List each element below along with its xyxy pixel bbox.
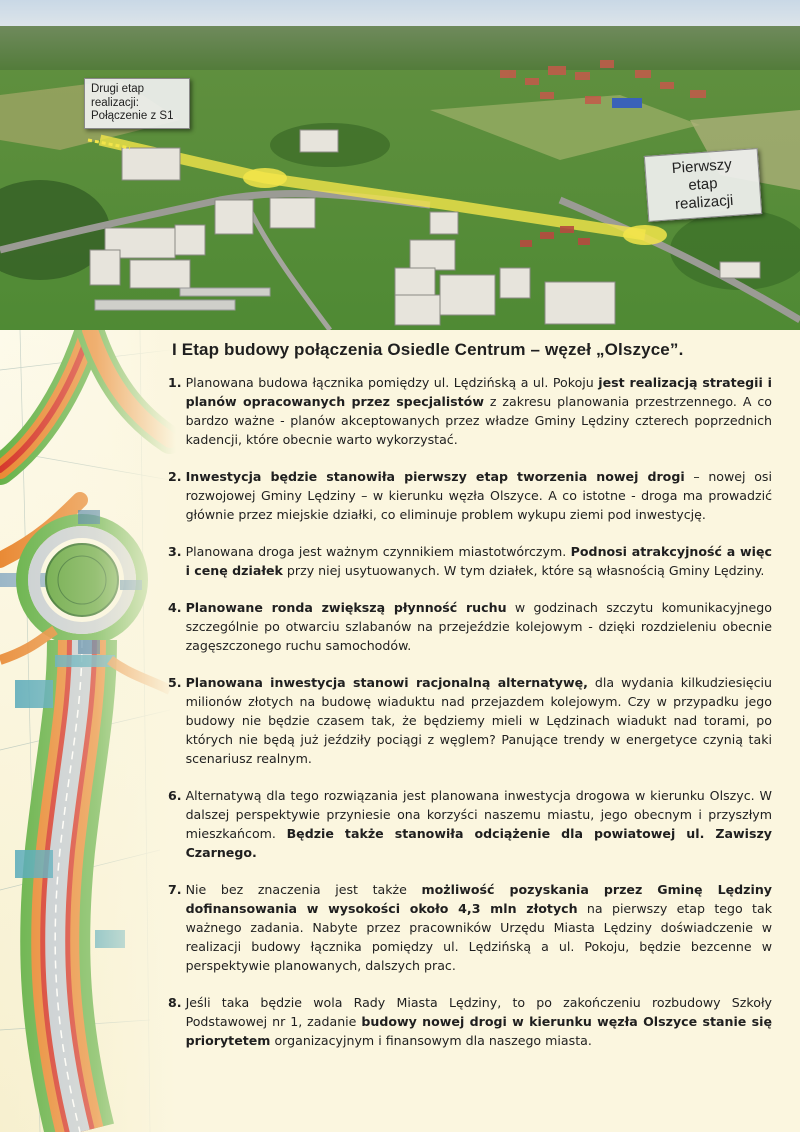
first-stage-label xyxy=(644,148,762,222)
numbered-list xyxy=(168,373,772,1050)
list-item-text xyxy=(186,542,772,580)
list-item-number: 2. xyxy=(168,469,182,484)
list-item-text xyxy=(186,786,772,862)
body-text: w godzinach szczytu komunikacyjnego szczególnie po otwarciu szlabanów na przejeździe kolejowym - dzięki rozdzieleniu obecnie zagęszczonego ruchu samochodów. xyxy=(185,600,772,653)
second-stage-label-line: Połączenie z S1 xyxy=(91,110,174,122)
list-item-number: 1. xyxy=(168,375,182,390)
emphasized-text: możliwość pozyskania przez Gminę Lędziny dofinansowania w wysokości około 4,3 mln złotych xyxy=(185,882,772,916)
emphasized-text: jest realizacją strategii i planów opracowanych przez specjalistów xyxy=(185,375,773,409)
body-text: dla wydania kilkudziesięciu milionów złotych na budowę wiaduktu nad przejazdem kolejowym. Czy w przypadku jego budowy nie będzie czasem tak, że będziemy mieli w Lędzinach wiadukt nad torami, po których nie będą już jeździły pociągi z węglem? Panujące trendy w energetyce czynią taki scenariusz realnym. xyxy=(185,675,772,766)
body-text: przy niej usytuowanych. W tym działek, które są własnością Gminy Lędziny. xyxy=(282,563,765,578)
list-item xyxy=(168,373,772,449)
emphasized-text: budowy nowej drogi w kierunku węzła Olszyce stanie się priorytetem xyxy=(185,1014,772,1048)
first-stage-label-line: Pierwszy xyxy=(671,155,733,178)
body-text: Nie bez znaczenia jest także xyxy=(185,882,422,897)
list-item-text xyxy=(186,598,772,655)
body-text: Jeśli taka będzie wola Rady Miasta Lędziny, to po zakończeniu rozbudowy Szkoły Podstawowej nr 1, zadanie xyxy=(185,995,772,1029)
body-text: Planowana droga jest ważnym czynnikiem miastotwórczym. xyxy=(185,544,571,559)
body-text: Alternatywą dla tego rozwiązania jest planowana inwestycja drogowa w kierunku Olszyc. W dalszej perspektywie przyniesie ona korzyści naszemu miastu, jego obecnym i przyszłym mieszkańcom. xyxy=(185,788,772,841)
list-item xyxy=(168,993,772,1050)
emphasized-text: Inwestycja będzie stanowiła pierwszy etap tworzenia nowej drogi xyxy=(185,469,685,484)
second-stage-label-line: Drugi etap xyxy=(91,83,145,95)
list-item xyxy=(168,542,772,580)
list-item-number: 3. xyxy=(168,544,182,559)
list-item xyxy=(168,880,772,975)
article-title: I Etap budowy połączenia Osiedle Centrum – węzeł „Olszyce”. xyxy=(172,340,684,359)
emphasized-text: Podnosi atrakcyjność a więc i cenę działek xyxy=(185,544,772,578)
body-text: na pierwszy etap tego tak ważnego zadania. Nabyte przez pracowników Urzędu Miasta Lędziny doświadczenie w realizacji budowy łącznika pomiędzy ul. Lędzińską a ul. Pokoju, będzie bezcenne w perspektywie planowanych, dalszych prac. xyxy=(185,901,772,973)
list-item xyxy=(168,786,772,862)
list-item-number: 6. xyxy=(168,788,182,803)
emphasized-text: Planowana inwestycja stanowi racjonalną alternatywę, xyxy=(185,675,588,690)
emphasized-text: Planowane ronda zwiększą płynność ruchu xyxy=(185,600,507,615)
list-item xyxy=(168,673,772,768)
list-item-text xyxy=(186,993,772,1050)
list-item-text xyxy=(186,373,772,449)
aerial-photo xyxy=(0,0,800,330)
first-stage-label-line: realizacji xyxy=(674,191,734,213)
first-stage-label-line: etap xyxy=(687,175,719,194)
second-stage-label-line: realizacji: xyxy=(91,96,139,109)
body-text: Planowana budowa łącznika pomiędzy ul. Lędzińską a ul. Pokoju xyxy=(185,375,599,390)
list-item-text xyxy=(186,467,772,524)
list-item-text xyxy=(186,673,772,768)
body-text: organizacyjnym i finansowym dla naszego miasta. xyxy=(270,1033,592,1048)
list-item-number: 7. xyxy=(168,882,182,897)
second-stage-label xyxy=(84,78,190,129)
emphasized-text: Będzie także stanowiła odciążenie dla powiatowej ul. Zawiszy Czarnego. xyxy=(185,826,772,860)
list-item xyxy=(168,467,772,524)
list-item xyxy=(168,598,772,655)
body-text: – nowej osi rozwojowej Gminy Lędziny – w kierunku węzła Olszyce. A co istotne - droga ma prowadzić głównie przez miejskie działki, co eliminuje problem wykupu ziemi pod inwestycję. xyxy=(185,469,772,522)
list-item-number: 4. xyxy=(168,600,182,615)
body-text: z zakresu planowania przestrzennego. A co bardzo ważne - planów akceptowanych przez władze Gminy Lędziny czterech poprzednich kadencji, które obecnie warto wykorzystać. xyxy=(185,394,772,447)
list-item-number: 8. xyxy=(168,995,182,1010)
list-item-text xyxy=(186,880,772,975)
article xyxy=(168,340,772,1068)
list-item-number: 5. xyxy=(168,675,182,690)
